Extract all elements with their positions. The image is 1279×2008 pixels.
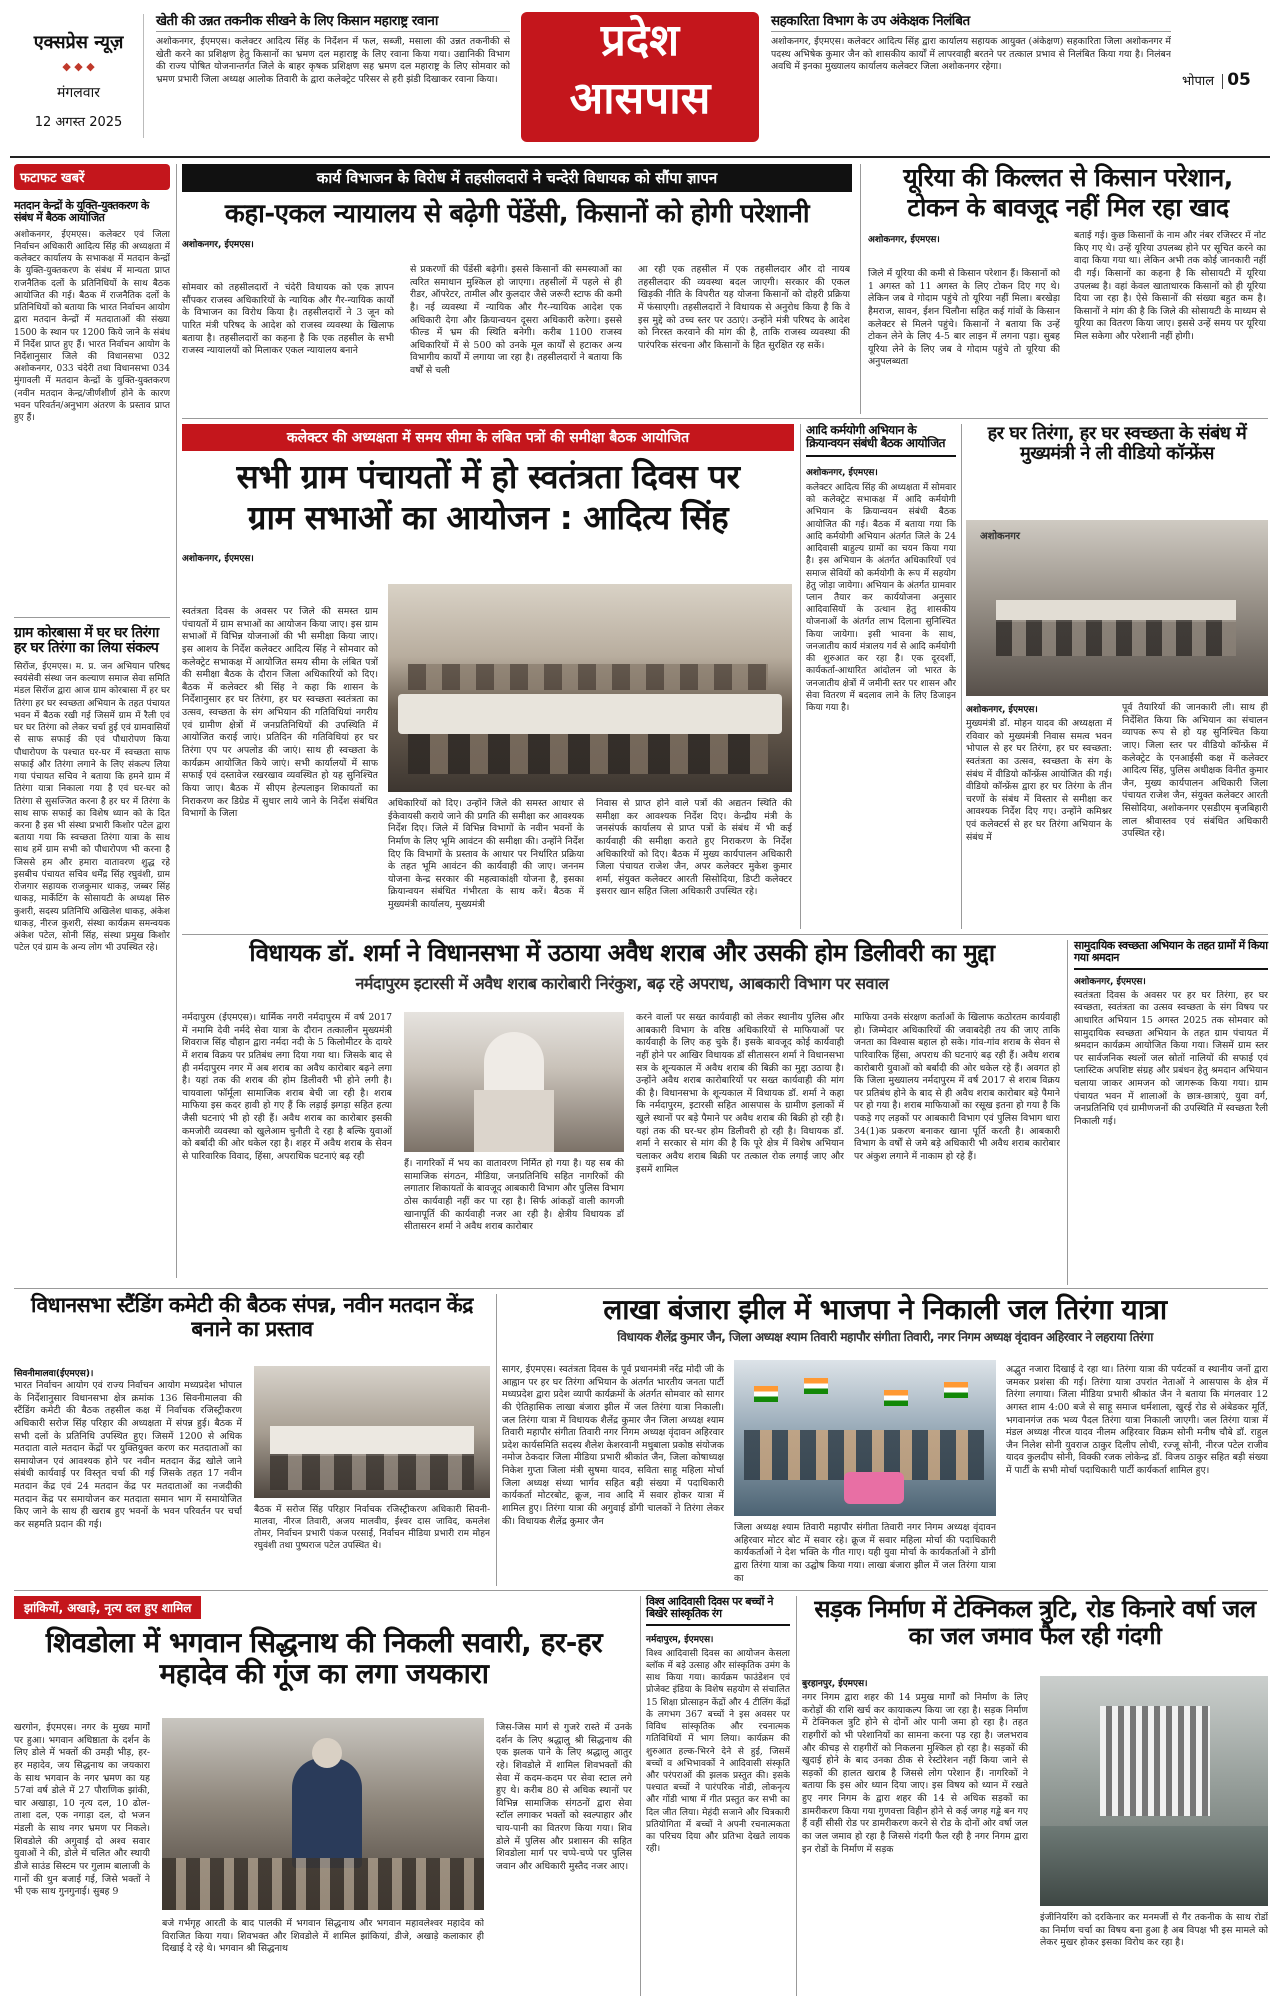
story9-col1: सागर, ईएमएस। स्वतंत्रता दिवस के पूर्व प्रधानमंत्री नरेंद्र मोदी जी के आह्वान पर हर घर तिरंगा अभियान के अंतर्गत भारतीय जनता पार्टी मध्यप्रदेश द्वारा प्रदेश व्यापी कार्यक्रमों के अंतर्गत सोमवार को सागर की ऐतिहासिक लाखा बंजारा झील में जल तिरंगा यात्रा निकाली। जल तिरंगा यात्रा में विधायक शैलेंद्र कुमार जैन जिला अध्यक्ष श्याम तिवारी महापौर संगीता तिवारी नगर निगम अध्यक्ष वृंदावन अहिरवार प्रदेश कार्यसमिति सदस्य शैलेश केशरवानी मधुबाला प्रकोष्ठ संयोजक नमोज ठेकदार जिला मीडिया प्रभारी श्रीकांत जैन, जिला कोषाध्यक्ष निकेश गुप्ता जिला मंत्री सुषमा यादव, सविता साहू महिला मोर्चा जिला अध्यक्ष संध्या भार्गव सहित बड़ी संख्या में पदाधिकारी कार्यकर्ता मोटरबोट, क्रूज, नाव आदि में सवार होकर यात्रा में शामिल हुए। तिरंगा यात्रा की अगुवाई डोंगी चालकों ने तिरंगा लेकर की। विधायक शैलेंद्र कुमार जैन	[502, 1364, 724, 1527]
story1-col2: से प्रकरणों की पेंडेंसी बढ़ेगी। इससे किसानों की समस्याओं का त्वरित समाधान मुश्किल हो जाएगा। तहसीलों में पहले से ही रीडर, ऑपरेटर, तामील और कुलदार जैसे जरूरी स्टाफ की कमी है। नई व्यवस्था में न्यायिक और गैर-न्यायिक आदेश एक अधिकारी देगा और क्रियान्वयन दूसरा अधिकारी करेगा। इससे फील्ड में भ्रम की स्थिति बनेगी। करीब 1100 राजस्व अधिकारियों में से 500 को उनके मूल कार्यों से हटाकर अन्य विभागीय कार्यों में लगाया जा रहा है। तहसीलदारों ने बताया कि वर्षों से चली	[410, 264, 622, 377]
rule-2	[182, 934, 1268, 935]
top-right-headline: सहकारिता विभाग के उप अंकेक्षक निलंबित	[771, 14, 1171, 32]
rule-story11	[796, 1596, 797, 1996]
story9-photo	[734, 1360, 996, 1516]
story6-sub: नर्मदापुरम इटारसी में अवैध शराब कारोबारी निरंकुश, बढ़ रहे अपराध, आबकारी विभाग पर सवाल	[355, 973, 889, 993]
top-left-headline: खेती की उन्नत तकनीक सीखने के लिए किसान महाराष्ट्र रवाना	[156, 14, 510, 32]
story8-caption: बैठक में सरोज सिंह परिहार निर्वाचक रजिस्ट्रीकरण अधिकारी सिवनी-मालवा, नीरज तिवारी, अजय मालवीय, ईश्वर दास जाविद, कमलेश तोमर, निर्वाचन प्रभारी पंकज परसाई, निर्वाचन मीडिया प्रभारी राम मोहन रघुवंशी तथा पुष्पराज पटेल उपस्थित थे।	[254, 1505, 490, 1552]
story12-dateline: बुरहानपुर, ईएमएस।	[802, 1679, 868, 1689]
fatafat-item2-headline: ग्राम कोरबासा में घर घर तिरंगा हर घर तिरंगा का लिया संकल्प	[14, 624, 159, 657]
diamond-ornament: ◆ ◆ ◆	[62, 60, 95, 73]
story11-kicker: विश्व आदिवासी दिवस पर बच्चों ने बिखेरे सांस्कृतिक रंग	[646, 1596, 790, 1626]
day: मंगलवार	[57, 85, 100, 101]
section-title-2: आसपास	[569, 73, 711, 124]
rule-story6	[1067, 940, 1068, 1285]
rule-4	[14, 1590, 1268, 1591]
story12-col2: इंजीनियरिंग को दरकिनार कर मनमर्जी से गैर तकनीक के साथ रोडों का निर्माण चर्चा का विषय बना हुआ है अब विपक्ष भी इस मामले को लेकर मुखर होकर इसका विरोध कर रहा है।	[1040, 1912, 1268, 1949]
story8-headline: विधानसभा स्टैंडिंग कमेटी की बैठक संपन्न, नवीन मतदान केंद्र बनाने का प्रस्ताव	[31, 1293, 473, 1341]
top-left-brief	[156, 14, 510, 140]
story6-headline: विधायक डॉ. शर्मा ने विधानसभा में उठाया अवैध शराब और उसकी होम डिलीवरी का मुद्दा	[249, 939, 995, 967]
story9	[502, 1294, 1268, 1586]
story11	[646, 1596, 790, 1996]
story2-col2: बताई गई। कुछ किसानों के नाम और नंबर रजिस्टर में नोट किए गए थे। उन्हें यूरिया उपलब्ध होने पर सूचित करने का वादा किया गया था। लेकिन अभी तक कोई जानकारी नहीं दी गई। किसानों का कहना है कि सोसायटी में यूरिया उपलब्ध है। वहां केवल खाताधारक किसानों को ही यूरिया दिया जा रहा है। ऐसे किसानों की संख्या बहुत कम है। किसानों ने मांग की है कि जिले की सोसायटी के माध्यम से यूरिया का वितरण किया जाए। इससे उन्हें समय पर यूरिया मिल सकेगा और परेशानी नहीं होगी।	[1074, 230, 1266, 343]
story10-kicker: झांकियों, अखाड़े, नृत्य दल हुए शामिल	[24, 1601, 192, 1615]
story8	[14, 1294, 490, 1586]
story10-col1: खरगोन, ईएमएस। नगर के मुख्य मार्गों पर हुआ। भगवान अधिष्ठाता के दर्शन के लिए डोले में भक्तों की उमड़ी भीड़, हर-हर महादेव, जय सिद्धनाथ का जयकारा के साथ भगवान के नगर भ्रमण का यह 57वां वर्ष डोले में 27 पौराणिक झांकी, चार अखाड़ा, 10 नृत्य दल, 10 ढोल-ताशा दल, एक नगाड़ा दल, दो भजन मंडली के साथ नगर भ्रमण पर निकले। शिवडोले की अगुवाई दो अश्व सवार युवाओं ने की, डोले में चलित और स्थायी डीजे साउंड सिस्टम पर गुलाम बालाजी के गानों की धुन बजाई गई, जिसे भक्तों ने भी एक साथ गुनगुनाई। सुबह 9	[14, 1722, 150, 1898]
page-folio	[1182, 70, 1272, 94]
story5-col1: मुख्यमंत्री डॉ. मोहन यादव की अध्यक्षता में रविवार को मुख्यमंत्री निवास समत्व भवन भोपाल से हर घर तिरंगा, हर घर स्वच्छता: स्वतंत्रता का उत्सव, स्वच्छता के संग के संबंध में वीडियो कॉन्फ्रेंस आयोजित की गई। वीडियो कॉन्फ्रेंस द्वारा हर घर तिरंगा के तीन चरणों के संबंध में विस्तार से समीक्षा कर आवश्यक निर्देश दिए गए। उन्होंने कमिश्नर एवं कलेक्टर्स से हर घर तिरंगा अभियान के संबंध में	[966, 718, 1112, 843]
rule-story4	[961, 424, 962, 929]
top-right-body: अशोकनगर, ईएमएस। कलेक्टर आदित्य सिंह द्वारा कार्यालय सहायक आयुक्त (अंकेक्षण) सहकारिता जिला अशोकनगर में पदस्थ अभिषेक कुमार जैन को शासकीय कार्यों में लापरवाही बरतने पर तत्काल प्रभाव से निलंबित किया गया है। निलंबन अवधि में इनका मुख्यालय कार्यालय कलेक्टर जिला अशोकनगर रहेगा।	[771, 36, 1171, 73]
story8-photo	[254, 1366, 490, 1498]
story4-body: कलेक्टर आदित्य सिंह की अध्यक्षता में सोमवार को कलेक्ट्रेट सभाकक्ष में आदि कर्मयोगी अभियान के क्रियान्वयन संबंधी बैठक आयोजित की गई। बैठक में बताया गया कि आदि कर्मयोगी अभियान अंतर्गत जिले के 24 आदिवासी बाहुल्य ग्रामों का चयन किया गया है। इस अभियान के अंतर्गत अधिकारियों एवं समाज सेवियों को कर्मयोगी के रूप में सहयोग हेतु जोड़ा जायेगा। अभियान के अंतर्गत ग्रामवार प्लान तैयार कर कार्ययोजना अनुसार आदिवासियों के उत्थान हेतु शासकीय योजनाओं के अंतर्गत लाभ दिलाना सुनिश्चित किया जायेगा। इसी भावना के साथ, जनजातीय कार्य मंत्रालय गर्व से आदि कर्मयोगी की शुरुआत कर रहा है। एक दूरदर्शी, कार्यकर्ता-आधारित आंदोलन जो भारत के जनजातीय क्षेत्रों में जमीनी स्तर पर शासन और सेवा वितरण में बदलाव लाने के लिए डिजाइन किया गया है।	[806, 482, 956, 714]
story9-sub: विधायक शैलेंद्र कुमार जैन, जिला अध्यक्ष श्याम तिवारी महापौर संगीता तिवारी, नगर निगम अध्यक्ष वृंदावन अहिरवार ने लहराया तिरंगा	[617, 1330, 1153, 1345]
story3-photo	[388, 584, 792, 792]
story2-headline1: यूरिया की किल्लत से किसान परेशान,	[903, 163, 1233, 192]
fatafat-item1-body: अशोकनगर, ईएमएस। कलेक्टर एवं जिला निर्वाचन अधिकारी आदित्य सिंह की अध्यक्षता में कलेक्टर कार्यालय के सभाकक्ष में मतदान केन्द्रों के युक्ति-युक्तकरण के संबंध में मान्यता प्राप्त राजनैतिक दलों के प्रतिनिधियों के साथ बैठक आयोजित की गई। बैठक में राजनैतिक दलों के प्रतिनिधियों को बताया कि भारत निर्वाचन आयोग द्वारा मतदान केन्द्रों में मतदाताओं की संख्या 1500 के स्थान पर 1200 किये जाने के संबंध में निर्देश प्राप्त हुए हैं। भारत निर्वाचन आयोग के निर्देशानुसार जिले की विधानसभा 032 अशोकनगर, 033 चंदेरी तथा विधानसभा 034 मुंगावली में मतदान केन्द्रों के युक्ति-युक्तकरण (नवीन मतदान केन्द्र/जीर्णशीर्ण होने के कारण भवन परिवर्तन/अनुभाग अंतरण के प्रस्ताव प्राप्त हुए हैं।	[14, 229, 170, 424]
story1-kicker: कार्य विभाजन के विरोध में तहसीलदारों ने चन्देरी विधायक को सौंपा ज्ञापन	[182, 164, 852, 192]
fatafat-item1-headline: मतदान केन्द्रों के युक्ति-युक्तकरण के संबंध में बैठक आयोजित	[14, 199, 149, 225]
story6	[182, 940, 1062, 1285]
story2-dateline: अशोकनगर, ईएमएस।	[868, 235, 940, 245]
story5-dateline: अशोकनगर, ईएमएस।	[966, 705, 1038, 715]
story3	[182, 424, 794, 929]
story5-photo	[966, 520, 1268, 696]
story1-col1: सोमवार को तहसीलदारों ने चंदेरी विधायक को एक ज्ञापन सौंपकर राजस्व अधिकारियों के न्यायिक और गैर-न्यायिक कार्यों के विभाजन का विरोध किया है। तहसीलदारों ने 3 जून को पारित मंत्री परिषद के आदेश को राजस्व व्यवस्था के खिलाफ बताया है। तहसीलदारों का कहना है कि एक तहसील के सभी राजस्व न्यायालयों को मिलाकर एकल न्यायालय बनाने	[182, 282, 394, 357]
story6-col2: हैं। नागरिकों में भय का वातावरण निर्मित हो गया है। यह सब की सामाजिक संगठन, मीडिया, जनप्रतिनिधि सहित नागरिकों की लगातार शिकायतों के बावजूद आबकारी विभाग और पुलिस विभाग ठोस कार्यवाही नहीं कर पा रहा है। सिर्फ आंकड़ों वाली कागजी खानापूर्ति की कार्यवाही नजर आ रही है। क्षेत्रीय विधायक डॉ सीतासरन शर्मा ने अवैध शराब कारोबार	[404, 1158, 624, 1233]
story3-headline2: ग्राम सभाओं का आयोजन : आदित्य सिंह	[247, 497, 729, 537]
story10-photo	[162, 1718, 484, 1910]
story6-col1: नर्मदापुरम (ईएमएस)। धार्मिक नगरी नर्मदापुरम में वर्ष 2017 में नमामि देवी नर्मदे सेवा यात्रा के दौरान तत्कालीन मुख्यमंत्री शिवराज सिंह चौहान द्वारा नर्मदा नदी के 5 किलोमीटर के दायरे में शराब विक्रय पर प्रतिबंध लगा दिया गया था। जिसके बाद से ही नर्मदापुरम नगर में अब शराब का अवैध कारोबार बढ़ने लगा है। यहां तक की शराब की होम डिलीवरी भी होने लगी है। चायवाला फॉर्मूला सामाजिक शराब बेची जा रही है। शराब माफिया इस कदर हावी हो गए हैं कि लड़ाई झगड़ा सहित हत्या जैसी घटनाएं भी हो रही हैं। अवैध शराब का कारोबार इसकी कमजोरी व्यवस्था को खुलेआम चुनौती दे रहा है बल्कि युवाओं को बर्बादी की ओर धकेल रहा है। शहर में अवैध शराब के सेवन से पारिवारिक विवाद, हिंसा, अपराधिक घटनाएं बढ़ रही	[182, 1012, 392, 1163]
story10-col2: बजे गर्भगृह आरती के बाद पालकी में भगवान सिद्धनाथ और भगवान महावलेश्वर महादेव को विराजित किया गया। शिवभक्त और शिवडोले में शामिल झांकियां, डीजे, अखाड़े कलाकार ही दिखाई दे रहे थे। भगवान श्री सिद्धनाथ	[162, 1918, 484, 1955]
story1-headline: कहा-एकल न्यायालय से बढ़ेगी पेंडेंसी, किसानों को होगी परेशानी	[224, 199, 810, 229]
story12-col1: नगर निगम द्वारा शहर की 14 प्रमुख मार्गों को निर्माण के लिए करोड़ों की राशि खर्च कर कायाकल्प किया जा रहा है। सड़क निर्माण में टेक्निकल त्रुटि होने से दोनों ओर पानी जमा हो रहा है। तहत राहगीरों को भी परेशानियों का सामना करना पड़ रहा है। जलभराव और कीचड़ से राहगीरों को निकलना मुश्किल हो रहा है। सड़कों की खुदाई होने के बाद उनका ठीक से रेस्टोरेशन नहीं किया जाने से सड़कों की हालत खराब है जिससे लोग परेशान हैं। नागरिकों ने बताया कि इस ओर ध्यान दिया जाए। इस विषय को ध्यान में रखते हुए नगर निगम के द्वारा शहर की 14 से अधिक सड़कों का डामरीकरण किया गया गुणवत्ता विहीन होने से कई जगह गड्ढे बन गए हैं वहीं सीसी रोड पर डामरीकरण करने से रोड के दोनों ओर वर्षा जल का जल जमाव हो रहा है जिससे गंदगी फैल रही है नगर निगम द्वारा इन रोडों के निर्माण में सड़क	[802, 1692, 1028, 1855]
paper-name: एक्सप्रेस न्यूज़	[33, 32, 124, 53]
city: भोपाल	[1182, 74, 1215, 89]
story5-col2: पूर्व तैयारियों की जानकारी ली। साथ ही निर्देशित किया कि अभियान का संचालन व्यापक रूप से हो यह सुनिश्चित किया जाए। जिला स्तर पर वीडियो कॉन्फ्रेंस में कलेक्ट्रेट के एनआईसी कक्ष में कलेक्टर आदित्य सिंह, पुलिस अधीक्षक विनीत कुमार जैन, मुख्य कार्यपालन अधिकारी जिला पंचायत राजेश जैन, संयुक्त कलेक्टर आरती सिसोदिया, अशोकनगर एसडीएम बृजबिहारी लाल श्रीवास्तव एवं संबंधित अधिकारी उपस्थित रहे।	[1122, 702, 1268, 840]
section-box	[521, 12, 759, 142]
story5-photo-text: अशोकनगर	[980, 531, 1020, 542]
story1	[182, 164, 852, 414]
date: 12 अगस्त 2025	[34, 115, 123, 130]
story1-col3: आ रही एक तहसील में एक तहसीलदार और दो नायब तहसीलदार की व्यवस्था बदल जाएगी। सरकार की एकल खिड़की नीति के विपरीत यह योजना किसानों को दोहरी प्रक्रिया में फंसाएगी। तहसीलदारों ने विधायक से अनुरोध किया है कि वे इस मुद्दे को उच्च स्तर पर उठाएं। उन्होंने मंत्री परिषद के आदेश को निरस्त करवाने की मांग की है, ताकि राजस्व व्यवस्था की पारंपरिक संरचना और किसानों के हित सुरक्षित रह सकें।	[638, 264, 850, 351]
fatafat-item2-body: सिरोंज, ईएमएस। म. प्र. जन अभियान परिषद स्वयंसेवी संस्था जन कल्याण समाज सेवा समिति मंडल सिरोंज द्वारा आज ग्राम कोरबासा में हर घर तिरंगा हर घर स्वच्छता अभियान के तहत पंचायत भवन में बैठक रखी गई जिसमें ग्राम में रैली एवं घर घर तिरंगा को लेकर चर्चा हुई एवं ग्रामवासियों से साफ सफाई की एवं पौधारोपण किया पौधारोपण के पश्चात घर-घर में स्वच्छता साफ सफाई और तिरंगा लगाने के लिए संकल्प लिया गया पंचायत सचिव ने बताया कि हमने ग्राम में तिरंगा यात्रा निकाला गया है एवं घर-घर को तिरंगा से सुसज्जित करना है हर घर में तिरंगा के साथ साफ सफाई का विशेष ध्यान को के दित करना है इस भी संस्था प्रभारी किशोर पटेल द्वारा बताया गया कि स्वच्छता तिरंगा यात्रा के साथ साथ हमें ग्राम सभी को पौधारोपण भी करना है जिससे हम और हमारा वातावरण शुद्ध रहे इसबीच पंचायत सचिव धर्मेंद्र सिंह रघुवंशी, ग्राम रोजगार सहायक राजकुमार धाकड़, जब्बर सिंह धाकड़, मार्केटिंग के सोसायटी के अध्यक्ष सिरु कुशरी, सदस्य प्रतिनिधि अखिलेश धाकड़, अंकेश धाकड़, नीरज कुशरी, संस्था कार्यक्रम समन्वयक अंकेश पटेल, सोनी सिंह, संस्था प्रमुख किशोर पटेल एवं ग्राम के अन्य लोग भी उपस्थित रहे।	[14, 661, 170, 954]
story3-kicker-bar	[182, 424, 794, 451]
story3-dateline: अशोकनगर, ईएमएस।	[182, 553, 254, 564]
masthead-left-box	[14, 14, 144, 138]
story3-col2: अधिकारियों को दिए। उन्होंने जिले की समस्त आधार से ईकेवायसी कराये जाने की प्रगति की समीक्षा कर आवश्यक निर्देश दिए। जिले में विभिन्न विभागों के नवीन भवनों के निर्माण के लिए भूमि आवंटन की समीक्षा की। उन्होंने निर्देश दिए कि विभागों के प्रस्ताव के आधार पर निर्धारित प्रक्रिया के तहत भूमि आवंटन की कार्यवाही की जाए। जननम योजना केन्द्र सरकार की महत्वाकांक्षी योजना है, इसका क्रियान्वयन संबंधित गंभीरता के साथ करें। बैठक में मुख्यमंत्री कार्यालय, मुख्यमंत्री	[388, 798, 584, 911]
story4-dateline: अशोकनगर, ईएमएस।	[806, 467, 878, 478]
masthead	[0, 0, 1279, 160]
page-number: 05	[1227, 70, 1251, 90]
story7-kicker: सामुदायिक स्वच्छता अभियान के तहत ग्रामों में किया गया श्रमदान	[1074, 940, 1268, 970]
story3-col1: स्वतंत्रता दिवस के अवसर पर जिले की समस्त ग्राम पंचायतों में ग्राम सभाओं का आयोजन किया जाए। इस ग्राम सभाओं में विभिन्न योजनाओं की भी समीक्षा किया जाए। इस आशय के निर्देश कलेक्टर आदित्य सिंह ने सोमवार को कलेक्ट्रेट सभाकक्ष में आयोजित समय सीमा के लंबित पत्रों की समीक्षा बैठक के दौरान जिला अधिकारियों को दिए। बैठक में कलेक्टर श्री सिंह ने कहा कि शासन के निर्देशानुसार हर घर तिरंगा, हर घर स्वच्छता स्वतंत्रता का उत्सव, स्वच्छता के संग अभियान की गतिविधियां नगरीय एवं ग्रामीण क्षेत्रों में जनप्रतिनिधियों की उपस्थिति में आयोजित कराई जाएं। प्रतिदिन की गतिविधियां हर घर तिरंगा एप पर अपलोड की जाएं। साथ ही स्वच्छता के कार्यक्रम आयोजित किये जाएं। सभी कार्यालयों में साफ सफाई एवं दस्तावेज रखरखाव व्यवस्थित हो यह सुनिश्चित किया जाए। बैठक में सीएम हेल्पलाइन शिकायतों का निराकरण कर डिग्रेड में सुधार लाये जाने के निर्देश संबंधित विभागों के जिला	[182, 606, 378, 820]
story7	[1074, 940, 1268, 1285]
story5-headline: हर घर तिरंगा, हर घर स्वच्छता के संबंध में मुख्यमंत्री ने ली वीडियो कॉन्फ्रेंस	[987, 423, 1247, 465]
story11-dateline: नर्मदापुरम, ईएमएस।	[646, 1634, 714, 1645]
story3-kicker: कलेक्टर की अध्यक्षता में समय सीमा के लंबित पत्रों की समीक्षा बैठक आयोजित	[286, 430, 690, 446]
story9-col3: अद्भुत नजारा दिखाई दे रहा था। तिरंगा यात्रा की पर्यटकों व स्थानीय जनों द्वारा जमकर प्रशंसा की गई। तिरंगा यात्रा उपरांत नेताओं ने आसपास के क्षेत्र में तिरंगा लगाया। जिला मीडिया प्रभारी श्रीकांत जैन ने बताया कि मंगलवार 12 अगस्त शाम 4:00 बजे से साहू समाज धर्मशाला, खुरई रोड से अंबेडकर मूर्ति, भगवानगंज तक भव्य पैदल तिरंगा यात्रा निकाली जाएगी। जल तिरंगा यात्रा में मंडल अध्यक्ष नीरज यादव नीलम अहिरवार विक्रम सोनी मनीष चौबे डॉ. राहुल जैन निलेश सोनी युवराज ठाकुर दिलीप लोधी, रज्जू सोनी, नीरज पटेल राजीव यादव कुलदीप सोनी, विक्की रजक लोकेन्द्र डॉ. विजय ठाकुर सहित बड़ी संख्या में पार्टी के सभी मोर्चा पदाधिकारी पार्टी कार्यकर्ता शामिल हुए।	[1006, 1364, 1268, 1477]
story6-photo	[404, 1012, 624, 1152]
story1-dateline: अशोकनगर, ईएमएस।	[182, 240, 254, 251]
story6-col3: करने वालों पर सख्त कार्यवाही को लेकर स्थानीय पुलिस और आबकारी विभाग के वरिष्ठ अधिकारियों से माफियाओं पर कार्यवाही के लिए कह चुके हैं। इसके बावजूद कोई कार्यवाही नहीं होने पर आखिर विधायक डॉ सीतासरन शर्मा ने विधानसभा सत्र के शून्यकाल में अवैध शराब की बिक्री का मुद्दा उठाया है। उन्होंने अवैध शराब कारोबारियों पर सख्त कार्यवाही की मांग की है। विधानसभा के शून्यकाल में विधायक डॉ. शर्मा ने कहा कि नर्मदापुरम, इटारसी सहित आसपास के ग्रामीण इलाकों में खुले स्थानों पर बड़े पैमाने पर अवैध शराब की बिक्री हो रही है। यहां तक की घर-घर होम डिलीवरी हो रही है। विधायक डॉ. शर्मा ने सरकार से मांग की है कि पूरे क्षेत्र में विशेष अभियान चलाकर अवैध शराब बिक्री पर तत्काल रोक लगाई जाए और इसमें शामिल	[636, 1012, 844, 1175]
story3-headline1: सभी ग्राम पंचायतों में हो स्वतंत्रता दिवस पर	[236, 457, 740, 496]
center-rule-top	[860, 164, 861, 414]
story12-headline: सड़क निर्माण में टेक्निकल त्रुटि, रोड किनारे वर्षा जल का जल जमाव फैल रही गंदगी	[814, 1595, 1256, 1650]
story8-body: भारत निर्वाचन आयोग एवं राज्य निर्वाचन आयोग मध्यप्रदेश भोपाल के निर्देशानुसार विधानसभा क्षेत्र क्रमांक 136 सिवनीमालवा की स्टैंडिंग कमेटी की बैठक तहसील कक्ष में निर्वाचक रजिस्ट्रीकरण अधिकारी सरोज सिंह परिहार की अध्यक्षता में संपन्न हुई। बैठक में सभी दलों के प्रतिनिधि उपस्थित हुए। जिसमें 1200 से अधिक मतदाता वाले मतदान केंद्रों पर युक्तियुक्त करण कर मतदाताओं का समायोजन एवं आवश्यक होने पर नवीन मतदान केंद्र खोले जाने संबंधी कार्यवाई पर विस्तृत चर्चा की गई जिसके तहत 17 नवीन मतदान केंद्र एवं 24 मतदान केंद्र पर मतदाताओं का नजदीकी मतदान केंद्र पर समायोजन कर मतदाता समान भाग में समायोजित किए जाने के साथ ही खराब हुए भवनों के भवन परिवर्तन पर चर्चा कर सहमति प्रदान की गई।	[14, 1380, 242, 1531]
rule-story10	[640, 1596, 641, 1996]
story10-kicker-bar	[14, 1596, 201, 1619]
rule-story8	[496, 1294, 497, 1586]
story12	[802, 1596, 1268, 1996]
story11-body: विश्व आदिवासी दिवस का आयोजन केसला ब्लॉक में बड़े उत्साह और सांस्कृतिक उमंग के साथ किया गया। कार्यक्रम फाउंडेशन एवं प्रोजेक्ट इंडिया के विशेष सहयोग से संचालित 15 शिक्षा प्रोत्साहन केंद्रों और 4 टीलिंग केंद्रों के लगभग 367 बच्चों ने इस अवसर पर विविध सांस्कृतिक और रचनात्मक गतिविधियों में भाग लिया। कार्यक्रम की शुरुआत हल्क-भिरने देने से हुई, जिसमें बच्चों व अभिभावकों ने आदिवासी संस्कृति और परंपराओं की झलक प्रस्तुत की। इसके पश्चात बच्चों ने पारंपरिक नोडी, लोकनृत्य और गोंडी भाषा में गीत प्रस्तुत कर सभी का दिल जीत लिया। मेहंदी सजाने और चित्रकारी प्रतियोगिता में बच्चों ने अपनी रचनात्मकता का परिचय दिया और प्रतिभा देखते लायक रही।	[646, 1648, 790, 1855]
story12-photo	[1040, 1676, 1268, 1906]
story4	[806, 424, 956, 929]
story5	[966, 424, 1268, 929]
story4-kicker: आदि कर्मयोगी अभियान के क्रियान्वयन संबंधी बैठक आयोजित	[806, 424, 956, 457]
story3-col3: निवास से प्राप्त होने वाले पत्रों की अद्यतन स्थिति की समीक्षा कर आवश्यक निर्देश दिए। केन्द्रीय मंत्री के जनसंपर्क कार्यालय से प्राप्त पत्रों के संबंध में भी कई कार्यवाही की समीक्षा कराते हुए निराकरण के निर्देश अधिकारियों को दिए। बैठक में मुख्य कार्यपालन अधिकारी जिला पंचायत राजेश जैन, अपर कलेक्टर मुकेश कुमार शर्मा, संयुक्त कलेक्टर आरती सिसोदिया, डिप्टी कलेक्टर इसरार खान सहित जिला अधिकारी उपस्थित रहे।	[596, 798, 792, 898]
rule-1	[182, 418, 1268, 419]
story8-dateline: सिवनीमालवा(ईएमएस)।	[14, 1369, 94, 1379]
story9-col2: जिला अध्यक्ष श्याम तिवारी महापौर संगीता तिवारी नगर निगम अध्यक्ष वृंदावन अहिरवार मोटर बोट में सवार रहे। क्रूज में सवार महिला मोर्चा की पदाधिकारी कार्यकर्ताओं ने देश भक्ति के गीत गाए। यही युवा मोर्चा के कार्यकर्ताओं ने डोंगी द्वारा तिरंगा यात्रा का उद्घोष किया गया। लाखा बंजारा झील में जल तिरंगा यात्रा का	[734, 1522, 996, 1584]
story2-col1: जिले में यूरिया की कमी से किसान परेशान हैं। किसानों को 1 अगस्त को 11 अगस्त के लिए टोकन दिए गए थे। लेकिन जब वे गोदाम पहुंचे तो यूरिया नहीं मिला। बरखेड़ा हैमराज, सावन, ईशन चिलौना सहित कई गांवों के किसान कलेक्टर से मिलने पहुंचे। किसानों ने बताया कि उन्हें टोकन लेने के लिए 4-5 बार लाइन में लगना पड़ा। सुबह यूरिया लेने के लिए जब वे गोदाम पहुंचे तो यूरिया की अनुपलब्धता	[868, 268, 1060, 368]
section-title-1: प्रदेश	[600, 15, 680, 66]
fatafat-label: फटाफट खबरें	[14, 164, 170, 190]
top-left-body: अशोकनगर, ईएमएस। कलेक्टर आदित्य सिंह के निर्देशन में फल, सब्जी, मसाला की उन्नत तकनीकी से खेती करने का प्रशिक्षण हेतु किसानों का भ्रमण दल महाराष्ट्र के लिए रवाना किया गया। उद्यानिकी विभाग की राज्य पोषित योजनान्तर्गत जिले के बाहर कृषक प्रशिक्षण सह भ्रमण दल महाराष्ट्र के लिए सोमवार को भ्रमण प्रभारी जिला अध्यक्ष आलोक तिवारी के द्वारा कलेक्ट्रेट परिसर से हरी झंडी दिखाकर रवाना किया।	[156, 36, 510, 86]
story7-body: स्वतंत्रता दिवस के अवसर पर हर घर तिरंगा, हर घर स्वच्छता, स्वतंत्रता का उत्सव स्वच्छता के संग विषय पर आधारित अभियान 15 अगस्त 2025 तक सोमवार को सामुदायिक स्वच्छता अभियान के तहत ग्राम पंचायत में श्रमदान कार्यक्रम आयोजित किया गया। जिसमें ग्राम स्तर पर सार्वजनिक स्थलों जल स्रोतों नालियों की सफाई एवं प्लास्टिक अपशिष्ट संग्रह और प्रबंधन हेतु श्रमदान अभियान चलाया जाकर आमजन को जागरूक किया गया। ग्राम पंचायत भवन में शालाओं के छात्र-छात्राएं, युवा वर्ग, जनप्रतिनिधि एवं ग्रामीणजनों की उपस्थिति में स्वच्छता रैली निकाली गई।	[1074, 989, 1268, 1128]
story7-dateline: अशोकनगर, ईएमएस।	[1074, 976, 1146, 987]
story9-headline: लाखा बंजारा झील में भाजपा ने निकाली जल तिरंगा यात्रा	[603, 1293, 1167, 1326]
story6-col4: माफिया उनके संरक्षण कर्ताओं के खिलाफ कठोरतम कार्यवाही हो। जिम्मेदार अधिकारियों की जवाबदेही तय की जाए ताकि जनता का विश्वास बहाल हो सके। गांव-गांव शराब के सेवन से पारिवारिक हिंसा, अपराध की घटनाएं बढ़ रही हैं। अवैध शराब कारोबारी युवाओं को बर्बादी की ओर धकेल रहे हैं। अवगत हो कि जिला मुख्यालय नर्मदापुरम में वर्ष 2017 से शराब विक्रय पर प्रतिबंध होने के बाद से ही अवैध शराब कारोबार बड़े पैमाने पर हो गया है। शराब माफियाओं का रसूख इतना हो गया है कि पकड़े गए लड़कों पर आबकारी विभाग एवं पुलिस विभाग धारा 34(1)क प्रकरण बनाकर खाना पूर्ति करती है। आबकारी विभाग के वर्षों से जमे बड़े अधिकारी भी अवैध शराब कारोबार पर अंकुश लगाने में नाकाम हो रहे हैं।	[854, 1012, 1060, 1163]
fatafat-column	[14, 164, 170, 1284]
story2-headline2: टोकन के बावजूद नहीं मिल रहा खाद	[907, 193, 1229, 222]
top-right-brief	[771, 14, 1171, 140]
rule-story3	[800, 424, 801, 929]
masthead-rule	[10, 156, 1270, 158]
fatafat-rule	[176, 164, 177, 1278]
story10-col3: जिस-जिस मार्ग से गुजरे रास्ते में उनके दर्शन के लिए श्रद्धालु श्री सिद्धनाथ की एक झलक पाने के लिए श्रद्धालु आतुर रहे। शिवडोले में शामिल शिवभक्तों की सेवा में कदम-कदम पर सेवा स्टाल लगे हुए थे। करीब 80 से अधिक स्थानों पर विभिन्न सामाजिक संगठनों द्वारा सेवा स्टॉल लगाकर भक्तों को स्वल्पाहार और चाय-पानी का वितरण किया गया। शिव डोले में पुलिस और प्रशासन की सहित शिवडोला मार्ग पर चप्पे-चप्पे पर पुलिस जवान और अधिकारी मुस्तैद नजर आए।	[496, 1722, 632, 1873]
story10-headline: शिवडोला में भगवान सिद्धनाथ की निकली सवारी, हर-हर महादेव की गूंज का लगा जयकारा	[45, 1626, 603, 1691]
story2	[868, 164, 1268, 414]
rule-3	[14, 1288, 1268, 1289]
story10	[14, 1596, 634, 1996]
